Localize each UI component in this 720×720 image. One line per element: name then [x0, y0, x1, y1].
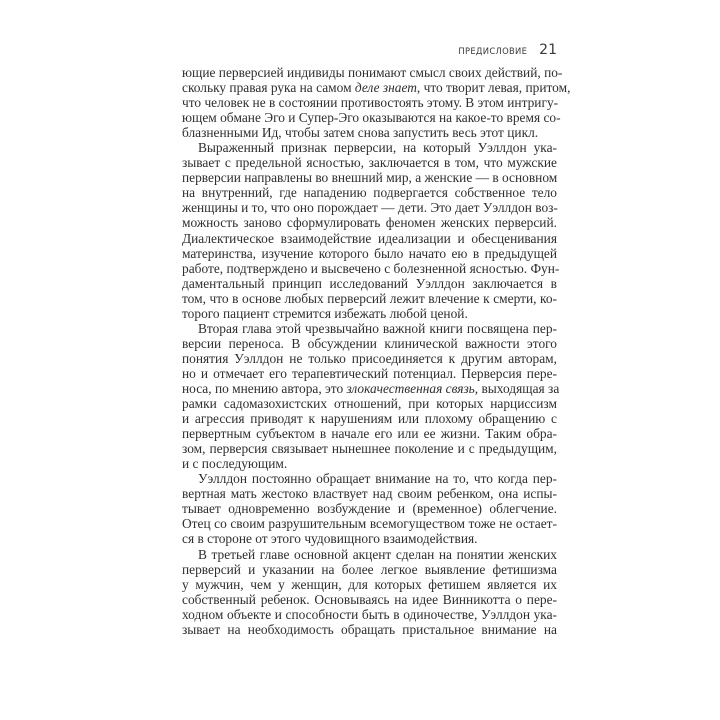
- paragraph-2: [182, 140, 560, 321]
- section-title: ПРЕДИСЛОВИЕ: [458, 46, 528, 56]
- paragraph-1: [182, 65, 571, 141]
- text-line: торого пациент стремится избежать любой ценой.: [182, 305, 468, 321]
- paragraph-5: [182, 547, 557, 637]
- paragraph-3: [182, 320, 560, 472]
- text-line: и агрессия приводят к нарушениям или плохому обращению с: [182, 411, 557, 427]
- text-line: Уэллдон постоянно обращает внимание на то, что когда пер-: [198, 471, 557, 487]
- text-line: ющем обмане Эго и Супер-Эго оказываются на какое-то время со-: [182, 110, 561, 126]
- text-line: что человек не в состоянии противостоять этому. В этом интригу-: [182, 95, 559, 111]
- text-line: у мужчин, чем у женщин, для которых фетишем является их: [182, 576, 557, 592]
- text-line: зывает с предельной ясностью, заключается в том, что мужские: [182, 155, 557, 171]
- text-line: вертная мать жестоко властвует над своим ребенком, она испы-: [182, 486, 557, 502]
- text-line: работе, подтверждено и высвечено с болезненной ясностью. Фун-: [182, 260, 560, 276]
- text-line: собственный ребенок. Основываясь на идее Винникотта о пере-: [182, 591, 557, 607]
- text-line: том, что в основе любых перверсий лежит влечение к смерти, ко-: [182, 290, 557, 306]
- text-line: версии переноса. В обсуждении клинической важности этого: [182, 335, 557, 351]
- text-line: можность заново сформулировать феномен женских перверсий.: [182, 215, 557, 231]
- text-line: Выраженный признак перверсии, на который Уэллдон ука-: [198, 140, 557, 156]
- body-text: [182, 65, 571, 637]
- paragraph-4: [182, 471, 557, 546]
- page-number: 21: [539, 42, 557, 58]
- text-line: ющие перверсией индивиды понимают смысл своих действий, по-: [182, 65, 563, 80]
- text-line: женщины и то, что оно порождает — дети. Это дает Уэллдон воз-: [182, 200, 558, 216]
- text-line-with-italic: скольку правая рука на самом деле знает, что творит левая, притом,: [182, 80, 571, 96]
- text-line: Диалектическое взаимодействие идеализации и обесценивания: [182, 230, 557, 246]
- text-line: перверсий и указании на более легкое выявление фетишизма: [182, 561, 557, 577]
- italic-emphasis: деле знает: [354, 80, 417, 96]
- text-line: но и отмечает его терапевтический потенциал. Перверсия пере-: [182, 365, 557, 381]
- italic-emphasis: злокачественная связь: [346, 380, 475, 396]
- text-line: на внутренний, где нападению подвергается собственное тело: [182, 185, 557, 201]
- text-line: зывает на необходимость обращать пристальное внимание на: [182, 621, 557, 637]
- text-line: Вторая глава этой чрезвычайно важной книги посвящена пер-: [198, 320, 557, 336]
- text-line: даментальный принцип исследований Уэллдон заключается в: [182, 275, 557, 291]
- text-line: блазненными Ид, чтобы затем снова запустить весь этот цикл.: [182, 125, 539, 141]
- text-line: перверсии направлены во внешний мир, а женские — в основном: [182, 170, 558, 186]
- text-line: и с последующим.: [182, 456, 288, 472]
- text-line: тывает одновременно возбуждение и (временное) облегчение.: [182, 501, 557, 517]
- text-line: материнства, изучение которого было начато ею в предыдущей: [182, 245, 557, 261]
- text-line: ходном объекте и способности быть в одиночестве, Уэллдон ука-: [182, 606, 557, 622]
- text-line: зом, перверсия связывает нынешнее поколение и с предыдущим,: [182, 441, 557, 457]
- text-line: Отец со своим разрушительным всемогуществом тоже не остает-: [182, 516, 557, 532]
- text-line-with-italic: носа, по мнению автора, это злокачественная связь, выходящая за: [182, 380, 560, 396]
- text-line: В третьей главе основной акцент сделан на понятии женских: [198, 546, 557, 562]
- text-line: первертным субъектом в начале его или ее жизни. Таким обра-: [182, 426, 557, 442]
- text-line: понятия Уэллдон не только присоединяется к другим авторам,: [182, 350, 557, 366]
- text-line: рамки садомазохистских отношений, при которых нарциссизм: [182, 396, 557, 412]
- text-line: ся в стороне от этого чудовищного взаимодействия.: [182, 531, 478, 547]
- running-head: [420, 42, 557, 60]
